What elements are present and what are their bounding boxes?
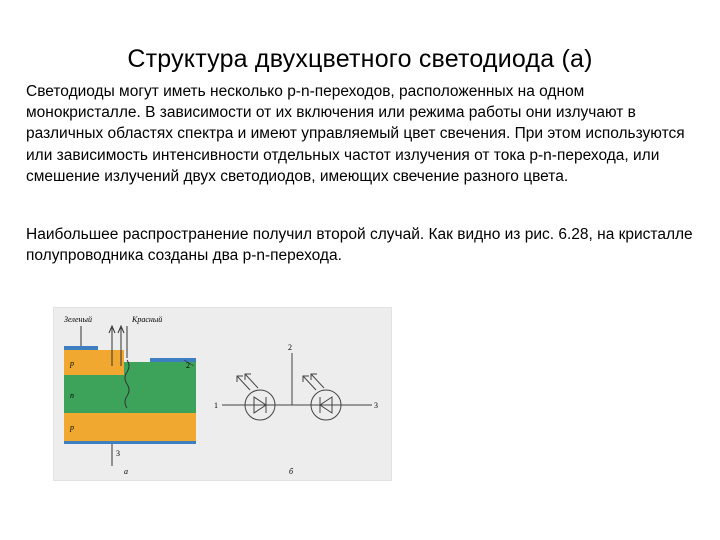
label-red: Красный bbox=[132, 315, 163, 324]
label-terminal-2: 2 bbox=[186, 361, 190, 370]
slide-title: Структура двухцветного светодиода (а) bbox=[127, 44, 593, 73]
circuit-schematic bbox=[222, 353, 372, 420]
emission-left-1 bbox=[237, 376, 250, 390]
label-p-bottom: p bbox=[70, 423, 74, 432]
label-n: n bbox=[70, 391, 74, 400]
p-layer-bottom bbox=[64, 413, 196, 441]
label-terminal-3: 3 bbox=[116, 449, 120, 458]
emission-right-1 bbox=[303, 376, 316, 390]
label-schematic-3: 3 bbox=[374, 401, 378, 410]
contact-bottom bbox=[64, 441, 196, 444]
paragraph-detail: Наибольшее распространение получил второй случай. Как видно из рис. 6.28, на кристалле полупроводника созданы два p-n-перехода. bbox=[26, 226, 693, 265]
label-schematic-1: 1 bbox=[214, 401, 218, 410]
caption-a: а bbox=[124, 467, 128, 476]
contact-green bbox=[64, 346, 98, 350]
crystal-structure bbox=[64, 315, 196, 476]
label-green: Зеленый bbox=[64, 315, 92, 324]
paragraph-intro: Светодиоды могут иметь несколько p-n-переходов, расположенных на одном монокристалле. В зависимости от их включения или режима работы они излучают в различных областях спектра и имеют управляемый цвет свечения. При этом используются или зависимость интенсивности отдельных частот излучения от тока p-n-перехода, или смешение излучений двух светодиодов, имеющих свечение разного цвета. bbox=[26, 83, 685, 185]
emission-right-2 bbox=[311, 374, 324, 388]
n-layer bbox=[64, 375, 196, 413]
led-structure-figure bbox=[53, 307, 392, 481]
label-schematic-2: 2 bbox=[288, 343, 292, 352]
emission-left-2 bbox=[245, 374, 258, 388]
caption-b: б bbox=[289, 467, 294, 476]
figure-drawing bbox=[54, 308, 391, 480]
label-p-top: p bbox=[70, 359, 74, 368]
